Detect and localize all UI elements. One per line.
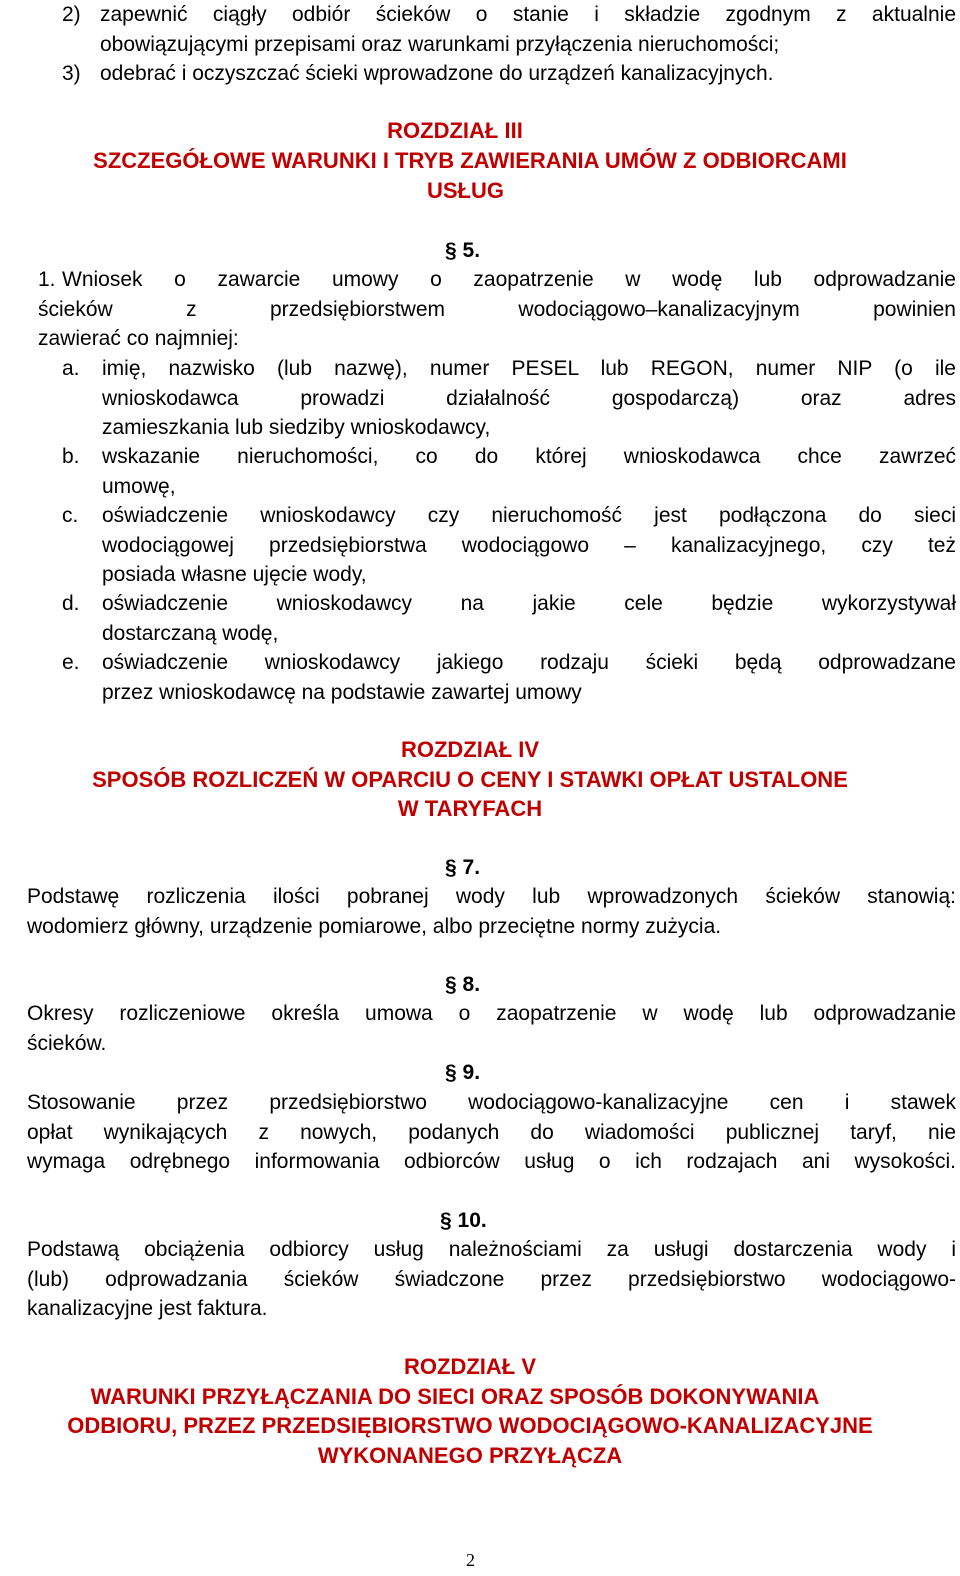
paragraph-text xyxy=(27,999,956,1058)
item-marker: c. xyxy=(62,504,79,527)
list-item xyxy=(62,59,956,89)
chapter-subtitle-line: WARUNKI PRZYŁĄCZANIA DO SIECI ORAZ SPOSÓB DOKONYWANIA xyxy=(90,1383,820,1409)
item-marker: e. xyxy=(62,651,80,674)
item-marker: 2) xyxy=(62,3,81,26)
page-number: 2 xyxy=(466,1550,475,1570)
paragraph-symbol: § 7. xyxy=(445,856,481,879)
item-marker: a. xyxy=(62,357,80,380)
text-line: posiada własne ujęcie wody, xyxy=(102,563,367,586)
text-line: umowę, xyxy=(102,474,176,498)
paragraph-symbol: § 8. xyxy=(445,973,481,996)
chapter-subtitle-line: SZCZEGÓŁOWE WARUNKI I TRYB ZAWIERANIA UMÓW Z ODBIORCAMI xyxy=(93,148,847,173)
list-item xyxy=(62,501,956,590)
text-line: Podstawę rozliczenia ilości pobranej wody lub wprowadzonych ścieków stanowią: xyxy=(27,885,956,908)
text-line: oświadczenie wnioskodawcy czy nieruchomość jest podłączona do sieci xyxy=(102,504,956,527)
text-line: przez wnioskodawcę na podstawie zawartej umowy xyxy=(102,680,582,704)
chapter-title: ROZDZIAŁ IV xyxy=(400,737,540,762)
chapter-subtitle-line: USŁUG xyxy=(427,178,504,203)
text-line: dostarczaną wodę, xyxy=(102,621,279,645)
paragraph-symbol: § 5. xyxy=(445,239,481,262)
text-line: oświadczenie wnioskodawcy jakiego rodzaju ścieki będą odprowadzane xyxy=(102,651,956,674)
paragraph-text xyxy=(27,882,956,941)
numbered-point xyxy=(38,265,956,354)
chapter-subtitle-line: WYKONANEGO PRZYŁĄCZA xyxy=(317,1442,623,1468)
chapter-heading xyxy=(0,735,940,824)
paragraph-text xyxy=(27,1235,956,1324)
text-line: zapewnić ciągły odbiór ścieków o stanie i składzie zgodnym z aktualnie xyxy=(100,3,956,26)
text-line: wodomierz główny, urządzenie pomiarowe, albo przeciętne normy zużycia. xyxy=(27,914,722,938)
list-item xyxy=(62,354,956,443)
text-line: ścieków z przedsiębiorstwem wodociągowo–kanalizacyjnym powinien xyxy=(38,297,956,321)
chapter-heading xyxy=(0,1352,940,1470)
text-line: ścieków. xyxy=(27,1031,107,1055)
list-item xyxy=(62,648,956,707)
chapter-subtitle-line: ODBIORU, PRZEZ PRZEDSIĘBIORSTWO WODOCIĄGOWO-KANALIZACYJNE xyxy=(67,1413,873,1438)
item-marker: b. xyxy=(62,445,80,468)
text-line: oświadczenie wnioskodawcy na jakie cele będzie wykorzystywał xyxy=(102,592,956,615)
chapter-subtitle-line: SPOSÓB ROZLICZEŃ W OPARCIU O CENY I STAWKI OPŁAT USTALONE xyxy=(92,766,848,792)
text-line: opłat wynikających z nowych, podanych do wiadomości publicznej taryf, nie xyxy=(27,1120,956,1144)
chapter-heading xyxy=(0,116,960,146)
text-line: Stosowanie przez przedsiębiorstwo wodociągowo-kanalizacyjne cen i stawek xyxy=(27,1091,956,1114)
text-line: wnioskodawca prowadzi działalność gospodarczą) oraz adres xyxy=(102,386,956,410)
item-marker: 3) xyxy=(62,62,81,85)
paragraph-symbol: § 10. xyxy=(440,1209,487,1232)
text-line: kanalizacyjne jest faktura. xyxy=(27,1297,268,1320)
chapter-subtitle xyxy=(427,176,504,206)
text-line: wodociągowej przedsiębiorstwa wodociągowo – kanalizacyjnego, czy też xyxy=(102,533,956,557)
point-marker: 1. xyxy=(38,268,56,291)
text-line: wymaga odrębnego informowania odbiorców usług o ich rodzajach ani wysokości. xyxy=(27,1150,956,1173)
text-line: wskazanie nieruchomości, co do której wnioskodawca chce zawrzeć xyxy=(102,445,956,468)
chapter-title: ROZDZIAŁ III xyxy=(387,118,523,143)
paragraph-symbol: § 9. xyxy=(445,1061,481,1084)
text-line: odebrać i oczyszczać ścieki wprowadzone do urządzeń kanalizacyjnych. xyxy=(100,62,774,85)
text-line: zawierać co najmniej: xyxy=(38,327,239,350)
text-line: Okresy rozliczeniowe określa umowa o zaopatrzenie w wodę lub odprowadzanie xyxy=(27,1002,956,1025)
text-line: obowiązującymi przepisami oraz warunkami przyłączenia nieruchomości; xyxy=(100,32,780,56)
text-line: Wniosek o zawarcie umowy o zaopatrzenie w wodę lub odprowadzanie xyxy=(62,268,956,291)
chapter-subtitle xyxy=(0,146,940,176)
text-line: imię, nazwisko (lub nazwę), numer PESEL lub REGON, numer NIP (o ile xyxy=(102,357,956,380)
paragraph-text xyxy=(27,1088,956,1177)
text-line: (lub) odprowadzania ścieków świadczone przez przedsiębiorstwo wodociągowo- xyxy=(27,1267,956,1291)
item-marker: d. xyxy=(62,592,80,615)
chapter-subtitle-line: W TARYFACH xyxy=(397,796,543,821)
list-item xyxy=(62,0,956,59)
list-item xyxy=(62,442,956,501)
text-line: Podstawą obciążenia odbiorcy usług należnościami za usługi dostarczenia wody i xyxy=(27,1238,956,1261)
text-line: zamieszkania lub siedziby wnioskodawcy, xyxy=(102,416,491,439)
chapter-title: ROZDZIAŁ V xyxy=(404,1354,536,1379)
list-item xyxy=(62,589,956,648)
